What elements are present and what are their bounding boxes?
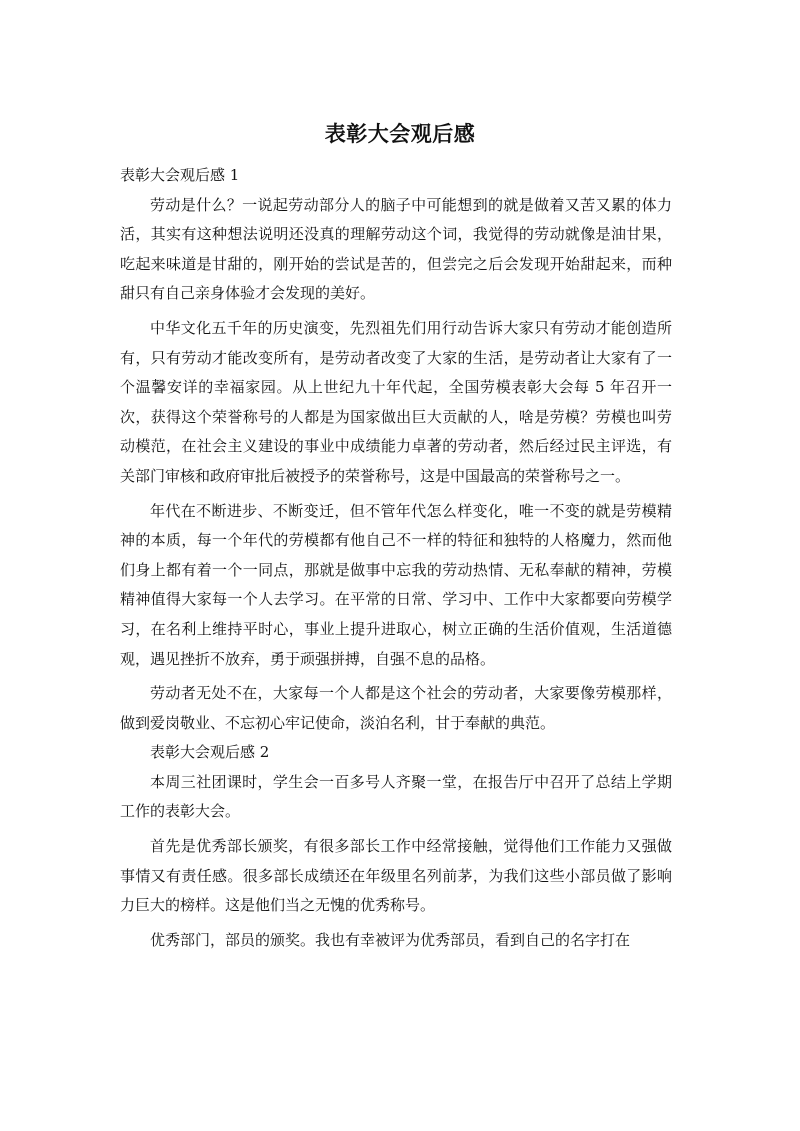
section-heading-2: 表彰大会观后感 2 xyxy=(150,743,270,762)
paragraph: 劳动是什么？一说起劳动部分人的脑子中可能想到的就是做着又苦又累的体力活，其实有这种想法说明还没真的理解劳动这个词，我觉得的劳动就像是油甘果，吃起来味道是甘甜的，刚开始的尝试是苦的，但尝完之后会发现开始甜起来，而种甜只有自己亲身体验才会发现的美好。 xyxy=(120,195,672,303)
paragraph: 中华文化五千年的历史演变，先烈祖先们用行动告诉大家只有劳动才能创造所有，只有劳动才能改变所有，是劳动者改变了大家的生活，是劳动者让大家有了一个温馨安详的幸福家园。从上世纪九十年代起，全国劳模表彰大会每 5 年召开一次，获得这个荣誉称号的人都是为国家做出巨大贡献的人，啥是劳模？劳模也叫劳动模范，在社会主义建设的事业中成绩能力卓著的劳动者，然后经过民主评选，有关部门审核和政府审批后被授予的荣誉称号，这是中国最高的荣誉称号之一。 xyxy=(120,318,672,485)
document-title: 表彰大会观后感 xyxy=(324,122,476,146)
paragraph: 本周三社团课时，学生会一百多号人齐聚一堂，在报告厅中召开了总结上学期工作的表彰大会。 xyxy=(120,772,672,821)
paragraph: 劳动者无处不在，大家每一个人都是这个社会的劳动者，大家要像劳模那样，做到爱岗敬业、不忘初心牢记使命，淡泊名利，甘于奉献的典范。 xyxy=(120,684,672,732)
section-heading-1: 表彰大会观后感 1 xyxy=(120,166,240,184)
paragraph: 优秀部门，部员的颁奖。我也有幸被评为优秀部员，看到自己的名字打在 xyxy=(150,930,631,949)
document-body xyxy=(120,161,672,955)
paragraph: 首先是优秀部长颁奖，有很多部长工作中经常接触，觉得他们工作能力又强做事情又有责任感。很多部长成绩还在年级里名列前茅，为我们这些小部员做了影响力巨大的榜样。这是他们当之无愧的优秀称号。 xyxy=(120,837,672,915)
paragraph: 年代在不断进步、不断变迁，但不管年代怎么样变化，唯一不变的就是劳模精神的本质，每一个年代的劳模都有他自己不一样的特征和独特的人格魔力，然而他们身上都有着一个一同点，那就是做事中忘我的劳动热情、无私奉献的精神，劳模精神值得大家每一个人去学习。在平常的日常、学习中、工作中大家都要向劳模学习，在名利上维持平时心，事业上提升进取心，树立正确的生活价值观，生活道德观，遇见挫折不放弃，勇于顽强拼搏，自强不息的品格。 xyxy=(120,501,672,668)
